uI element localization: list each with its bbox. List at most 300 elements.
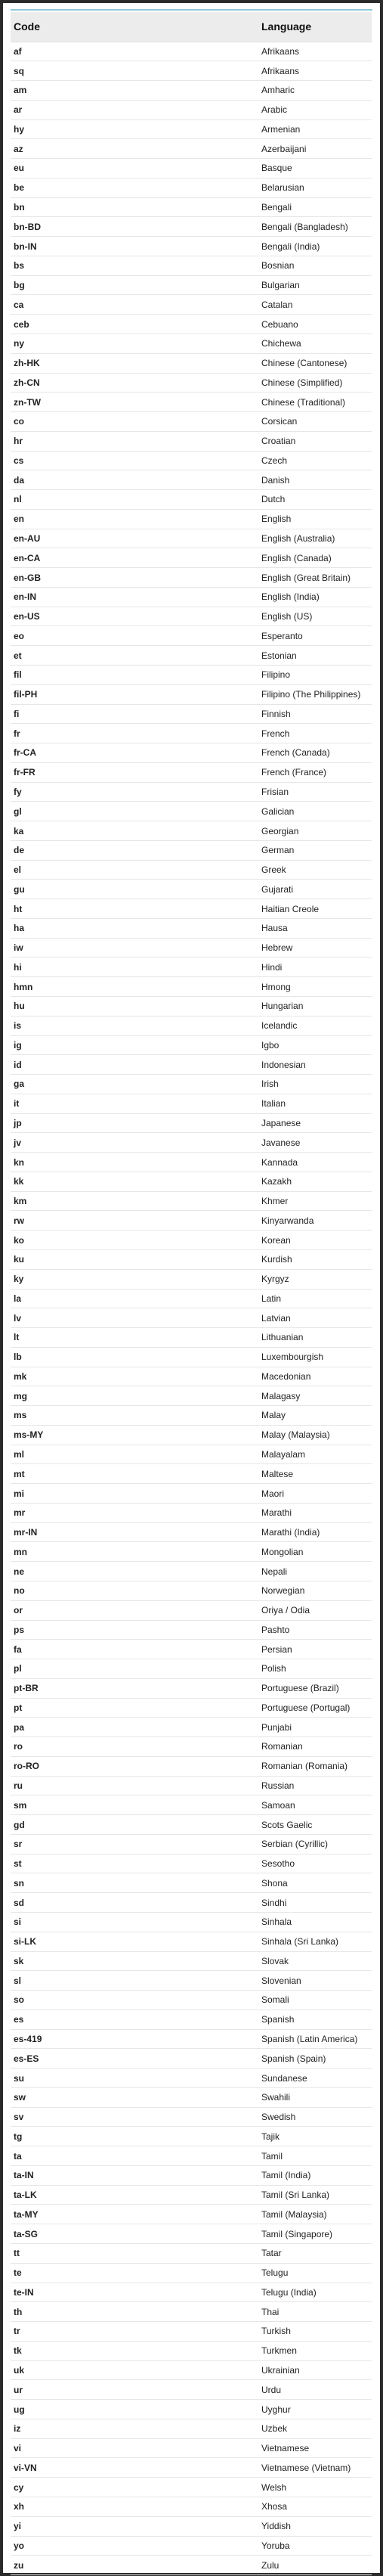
language-name-cell: Mongolian [261,1546,304,1557]
table-row [11,1620,372,1640]
language-code-cell: yo [14,2540,25,2551]
language-code-cell: jv [14,1137,22,1148]
language-name-cell: Somali [261,1994,289,2006]
language-name-cell: Japanese [261,1117,301,1128]
language-code-cell: tr [14,2326,20,2337]
language-name-cell: Tamil [261,2150,283,2162]
table-row [11,1776,372,1795]
language-name-cell: Hebrew [261,942,293,954]
language-name-cell: Chinese (Simplified) [261,377,343,388]
language-code-cell: kn [14,1156,25,1168]
language-name-cell: Hindi [261,961,283,973]
table-row [11,1484,372,1504]
language-name-cell: Greek [261,864,286,876]
table-row [11,2263,372,2283]
language-code-cell: hi [14,961,22,973]
language-name-cell: Indonesian [261,1059,306,1070]
table-row [11,315,372,334]
language-name-cell: Marathi [261,1507,292,1519]
language-name-cell: English (India) [261,591,320,603]
language-code-cell: lb [14,1352,22,1363]
language-name-cell: Ukrainian [261,2364,300,2376]
table-row [11,529,372,548]
table-row [11,197,372,217]
language-code-cell: be [14,182,25,194]
language-code-cell: gd [14,1819,25,1830]
language-code-cell: bg [14,280,25,291]
language-name-cell: Maori [261,1488,285,1499]
table-row [11,159,372,178]
language-code-cell: is [14,1020,22,1032]
table-row [11,2419,372,2438]
language-code-cell: zh-CN [14,377,40,388]
language-name-cell: Tamil (India) [261,2170,311,2181]
language-name-cell: Spanish [261,2014,295,2025]
language-name-cell: Tatar [261,2248,282,2259]
table-row [11,1328,372,1348]
table-row [11,2107,372,2127]
language-code-cell: ko [14,1234,25,1246]
language-name-cell: Malay [261,1410,286,1421]
table-row [11,373,372,393]
language-name-cell: Swedish [261,2112,296,2123]
language-name-cell: Sundanese [261,2072,307,2084]
language-name-cell: Irish [261,1079,279,1090]
table-row [11,1425,372,1445]
language-name-cell: Czech [261,455,288,466]
language-code-cell: ta [14,2150,22,2162]
table-row [11,2341,372,2360]
language-code-cell: yi [14,2521,22,2532]
language-code-cell: gu [14,883,25,895]
language-code-cell: bn [14,202,25,213]
language-name-cell: Haitian Creole [261,903,320,914]
table-row [11,2205,372,2224]
table-row [11,646,372,666]
accent-line [11,9,372,11]
language-name-cell: Turkish [261,2326,291,2337]
language-name-cell: Malagasy [261,1390,301,1401]
language-code-cell: bs [14,260,25,272]
table-row [11,1600,372,1620]
language-name-cell: Turkmen [261,2345,297,2357]
language-code-cell: fy [14,786,22,797]
language-code-table [11,12,372,2575]
language-name-cell: Nepali [261,1566,288,1577]
language-code-cell: hmn [14,981,33,992]
table-row [11,2438,372,2458]
language-code-cell: es-419 [14,2033,42,2044]
language-code-cell: lt [14,1332,20,1343]
table-row [11,1522,372,1542]
language-code-cell: bn-IN [14,241,37,252]
language-code-cell: sw [14,2092,26,2103]
language-code-cell: th [14,2306,23,2317]
language-name-cell: Lithuanian [261,1332,304,1343]
table-row [11,1756,372,1776]
table-body [11,42,372,2575]
table-row [11,2049,372,2069]
language-name-cell: Latvian [261,1312,291,1324]
table-row [11,2029,372,2049]
language-name-cell: English (Canada) [261,552,332,563]
language-code-cell: ta-LK [14,2190,37,2201]
language-name-cell: Kurdish [261,1254,292,1265]
language-name-cell: Polish [261,1663,286,1674]
language-name-cell: Belarusian [261,182,304,194]
language-name-cell: Italian [261,1098,286,1110]
language-code-cell: ku [14,1254,25,1265]
language-code-cell: en-AU [14,533,41,545]
table-row [11,587,372,607]
language-code-cell: eo [14,630,25,641]
table-row [11,1445,372,1464]
column-header-code: Code [14,20,40,33]
table-row [11,1075,372,1094]
table-row [11,470,372,490]
language-name-cell: German [261,845,295,856]
language-name-cell: Telugu (India) [261,2286,317,2298]
table-row [11,2556,372,2575]
table-row [11,1094,372,1113]
language-name-cell: Telugu [261,2267,289,2279]
language-code-cell: pt [14,1702,23,1713]
language-name-cell: Frisian [261,786,289,797]
language-name-cell: Yoruba [261,2540,290,2551]
table-row [11,2380,372,2400]
language-code-cell: te [14,2267,22,2279]
language-name-cell: Pashto [261,1624,290,1635]
language-name-cell: Spanish (Spain) [261,2053,326,2064]
language-code-cell: az [14,143,23,154]
table-header-row [11,12,372,42]
language-code-cell: sm [14,1799,27,1811]
table-row [11,217,372,237]
table-row [11,1406,372,1426]
language-code-cell: ur [14,2384,23,2395]
table-header [11,12,372,42]
language-code-cell: or [14,1605,23,1616]
language-name-cell: Macedonian [261,1370,311,1382]
language-code-cell: fil [14,669,22,681]
table-row [11,178,372,197]
table-row [11,1386,372,1406]
language-code-cell: zu [14,2559,24,2571]
language-name-cell: Khmer [261,1196,289,1207]
language-name-cell: Slovenian [261,1975,301,1986]
table-row [11,1991,372,2010]
language-name-cell: Sindhi [261,1897,287,1908]
table-row [11,743,372,763]
table-row [11,568,372,588]
table-row [11,2244,372,2264]
table-row [11,1308,372,1328]
language-code-cell: mg [14,1390,27,1401]
language-code-cell: kk [14,1176,24,1187]
table-row [11,451,372,470]
language-code-cell: zn-TW [14,396,41,408]
language-name-cell: Igbo [261,1039,280,1051]
language-code-cell: nl [14,494,22,505]
language-name-cell: French (Canada) [261,747,330,759]
language-code-cell: fil-PH [14,689,38,700]
language-name-cell: Bengali (Bangladesh) [261,221,348,232]
language-name-cell: Xhosa [261,2501,288,2512]
table-row [11,548,372,568]
language-code-cell: pt-BR [14,1683,39,1694]
table-row [11,334,372,353]
table-row [11,1678,372,1698]
table-row [11,2458,372,2478]
table-row [11,1932,372,1951]
language-name-cell: Hausa [261,923,288,934]
table-row [11,1464,372,1484]
language-name-cell: Welsh [261,2481,287,2493]
language-code-cell: si [14,1916,22,1928]
language-name-cell: Filipino (The Philippines) [261,689,361,700]
language-code-cell: es [14,2014,24,2025]
table-row [11,490,372,510]
table-row [11,2069,372,2088]
table-row [11,1737,372,1757]
table-row [11,1659,372,1679]
language-code-cell: lv [14,1312,22,1324]
language-name-cell: Tamil (Sri Lanka) [261,2190,330,2201]
language-code-cell: bn-BD [14,221,41,232]
language-code-cell: co [14,416,25,427]
language-name-cell: Finnish [261,708,291,719]
table-row [11,139,372,159]
language-name-cell: English (Great Britain) [261,572,351,583]
table-row [11,977,372,997]
language-name-cell: Armenian [261,123,301,135]
table-row [11,1834,372,1854]
table-row [11,762,372,782]
language-name-cell: Maltese [261,1468,294,1479]
language-code-cell: vi-VN [14,2462,37,2473]
language-code-cell: ca [14,299,24,310]
language-code-cell: tk [14,2345,22,2357]
language-name-cell: Romanian [261,1741,303,1752]
language-code-cell: en-GB [14,572,41,583]
language-code-cell: fr-CA [14,747,36,759]
language-name-cell: Sesotho [261,1858,295,1870]
language-name-cell: Cebuano [261,318,298,330]
language-name-cell: Swahili [261,2092,291,2103]
language-code-cell: tt [14,2248,20,2259]
language-code-cell: af [14,45,22,57]
language-name-cell: Hungarian [261,1001,304,1012]
language-code-cell: ar [14,104,23,116]
table-row [11,2087,372,2107]
table-row [11,2224,372,2244]
table-row [11,1153,372,1172]
column-header-language: Language [261,20,312,33]
table-row [11,2400,372,2419]
language-name-cell: Malay (Malaysia) [261,1429,330,1441]
language-code-cell: fa [14,1643,22,1655]
language-code-cell: it [14,1098,20,1110]
table-row [11,1503,372,1522]
language-name-cell: Afrikaans [261,65,300,76]
table-row [11,100,372,119]
language-code-cell: ceb [14,318,29,330]
table-row [11,607,372,626]
language-code-cell: st [14,1858,22,1870]
table-row [11,1289,372,1308]
language-name-cell: Estonian [261,650,297,661]
language-code-cell: ne [14,1566,25,1577]
language-code-cell: ka [14,825,24,836]
language-code-cell: hr [14,436,23,447]
language-name-cell: Norwegian [261,1585,305,1597]
language-code-cell: ta-IN [14,2170,34,2181]
language-name-cell: Bengali [261,202,292,213]
table-row [11,782,372,802]
language-name-cell: Bosnian [261,260,295,272]
language-name-cell: Arabic [261,104,288,116]
language-code-cell: mn [14,1546,27,1557]
language-code-cell: ms-MY [14,1429,44,1441]
table-row [11,2010,372,2029]
table-row [11,1055,372,1075]
table-row [11,2360,372,2380]
table-row [11,1172,372,1191]
table-row [11,1133,372,1153]
language-name-cell: Uyghur [261,2404,291,2415]
language-code-cell: ta-MY [14,2208,39,2220]
table-row [11,509,372,529]
language-name-cell: Chinese (Traditional) [261,396,345,408]
table-row [11,1854,372,1873]
language-code-cell: zh-HK [14,358,40,369]
language-code-cell: en-CA [14,552,41,563]
language-code-cell: cy [14,2481,24,2493]
language-name-cell: French [261,728,290,739]
language-code-cell: hy [14,123,25,135]
language-name-cell: Corsican [261,416,298,427]
table-row [11,1913,372,1932]
language-code-cell: mk [14,1370,27,1382]
language-name-cell: Danish [261,474,290,486]
table-row [11,119,372,139]
language-name-cell: English [261,514,292,525]
table-row [11,1718,372,1737]
language-name-cell: Slovak [261,1955,289,1966]
table-row [11,1191,372,1211]
language-code-cell: en-US [14,611,40,622]
language-code-cell: mi [14,1488,25,1499]
language-code-cell: so [14,1994,25,2006]
table-row [11,393,372,412]
language-code-cell: da [14,474,25,486]
language-name-cell: Romanian (Romania) [261,1761,348,1772]
table-row [11,802,372,821]
language-name-cell: Oriya / Odia [261,1605,310,1616]
language-name-cell: Georgian [261,825,299,836]
language-name-cell: Afrikaans [261,45,300,57]
language-code-cell: sq [14,65,25,76]
table-row [11,1795,372,1815]
table-row [11,1347,372,1367]
language-code-cell: hu [14,1001,25,1012]
language-name-cell: Luxembourgish [261,1352,324,1363]
language-name-cell: English (Australia) [261,533,335,545]
language-name-cell: Icelandic [261,1020,298,1032]
language-code-cell: pa [14,1721,25,1733]
language-name-cell: Marathi (India) [261,1527,320,1538]
table-row [11,704,372,724]
language-name-cell: Tamil (Malaysia) [261,2208,327,2220]
language-name-cell: Kannada [261,1156,298,1168]
table-row [11,237,372,256]
language-code-cell: ga [14,1079,25,1090]
language-name-cell: Gujarati [261,883,294,895]
table-row [11,353,372,373]
language-name-cell: Portuguese (Brazil) [261,1683,339,1694]
language-name-cell: Latin [261,1293,282,1304]
table-row [11,61,372,81]
language-code-cell: ha [14,923,25,934]
language-name-cell: Urdu [261,2384,282,2395]
table-row [11,2497,372,2516]
language-code-cell: en [14,514,25,525]
table-row [11,1016,372,1035]
language-name-cell: Malayalam [261,1449,306,1460]
language-code-cell: tg [14,2131,23,2142]
language-name-cell: Vietnamese (Vietnam) [261,2462,351,2473]
language-code-cell: no [14,1585,25,1597]
language-name-cell: Yiddish [261,2521,291,2532]
language-code-cell: el [14,864,22,876]
language-name-cell: Esperanto [261,630,303,641]
table-row [11,81,372,101]
table-row [11,724,372,743]
language-code-cell: iz [14,2423,21,2435]
table-row [11,1581,372,1600]
language-code-cell: ug [14,2404,25,2415]
language-code-cell: mt [14,1468,25,1479]
language-name-cell: Amharic [261,85,295,96]
table-row [11,2516,372,2536]
language-name-cell: Azerbaijani [261,143,307,154]
language-code-cell: fi [14,708,20,719]
table-row [11,2127,372,2146]
language-name-cell: Portuguese (Portugal) [261,1702,351,1713]
language-name-cell: Croatian [261,436,296,447]
language-code-cell: am [14,85,27,96]
table-row [11,2165,372,2185]
language-name-cell: Chinese (Cantonese) [261,358,347,369]
table-row [11,918,372,938]
table-row [11,256,372,275]
table-row [11,275,372,295]
table-row [11,1249,372,1269]
table-row [11,2536,372,2556]
language-code-cell: jp [14,1117,22,1128]
language-code-cell: ru [14,1780,23,1792]
language-name-cell: Basque [261,163,292,174]
table-row [11,1640,372,1659]
table-row [11,1698,372,1718]
table-row [11,821,372,841]
language-code-cell: ro [14,1741,23,1752]
language-name-cell: Tamil (Singapore) [261,2228,333,2239]
table-row [11,840,372,860]
language-name-cell: Catalan [261,299,293,310]
language-name-cell: Vietnamese [261,2443,310,2454]
table-row [11,1893,372,1913]
